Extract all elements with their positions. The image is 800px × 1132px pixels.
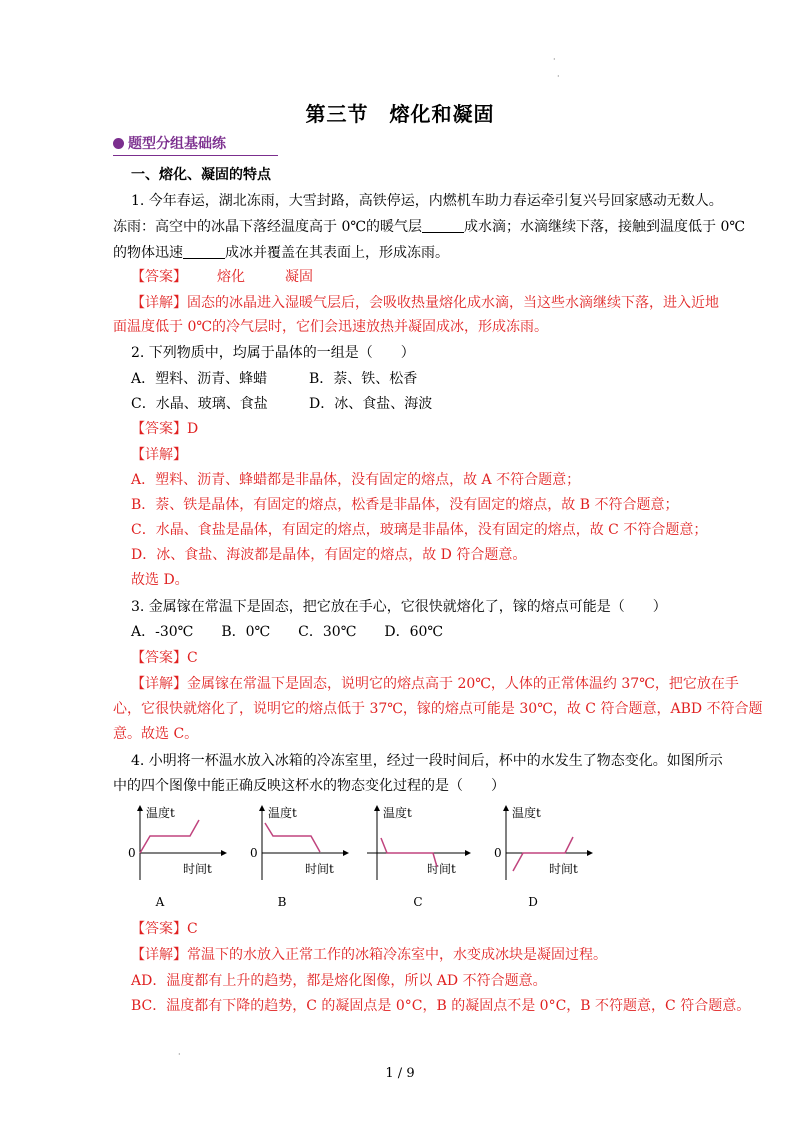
q1-answer: 【答案】 熔化 凝固 (131, 269, 313, 285)
q2-option-b: B．萘、铁、松香 (309, 371, 418, 387)
q2-stem: 2. 下列物质中，均属于晶体的一组是（ ） (131, 345, 415, 361)
svg-text:时间t: 时间t (183, 862, 212, 876)
q4-detail-line3: BC．温度都有下降的趋势，C 的凝固点是 0°C，B 的凝固点不是 0°C，B 不符题意，C 符合题意。 (131, 998, 751, 1014)
q2-option-d: D．冰、食盐、海波 (309, 396, 433, 412)
q2-option-c: C．水晶、玻璃、食盐 (131, 396, 268, 412)
q4-stem-line2: 中的四个图像中能正确反映这杯水的物态变化过程的是（ ） (113, 778, 505, 794)
graph-label-a: A (155, 895, 165, 909)
svg-text:0: 0 (250, 846, 258, 860)
graph-c (357, 805, 472, 885)
q3-options: A．-30℃ B．0℃ C．30℃ D．60℃ (131, 624, 444, 640)
svg-text:时间t: 时间t (549, 862, 578, 876)
q4-detail-line1: 【详解】常温下的水放入正常工作的冰箱冷冻室中，水变成冰块是凝固过程。 (131, 947, 607, 963)
section-heading: 一、熔化、凝固的特点 (131, 167, 271, 183)
graph-b (235, 805, 350, 885)
q2-detail-c: C．水晶、食盐是晶体，有固定的熔点，玻璃是非晶体，没有固定的熔点，故 C 不符合题意； (131, 522, 708, 538)
graph-label-c: C (413, 895, 423, 909)
q3-detail-line1: 【详解】金属镓在常温下是固态，说明它的熔点高于 20℃，人体的正常体温约 37℃，把它放在手 (131, 676, 739, 692)
graph-a (113, 805, 228, 885)
practice-banner (113, 135, 278, 156)
svg-text:温度t: 温度t (146, 806, 175, 820)
svg-text:时间t: 时间t (427, 862, 456, 876)
answer-blank-2[interactable] (183, 244, 225, 259)
svg-text:0: 0 (128, 846, 136, 860)
graph-label-d: D (528, 895, 538, 909)
graph-label-b: B (277, 895, 287, 909)
q2-detail-d: D．冰、食盐、海波都是晶体，有固定的熔点，故 D 符合题意。 (131, 547, 527, 563)
scan-mark: · (178, 1050, 181, 1059)
q2-conclusion: 故选 D。 (131, 572, 189, 588)
graph-d (479, 805, 594, 885)
svg-text:温度t: 温度t (268, 806, 297, 820)
q2-detail-a: A．塑料、沥青、蜂蜡都是非晶体，没有固定的熔点，故 A 不符合题意； (131, 472, 581, 488)
q2-detail-tag: 【详解】 (131, 447, 187, 463)
q3-stem: 3. 金属镓在常温下是固态，把它放在手心，它很快就熔化了，镓的熔点可能是（ ） (131, 599, 667, 615)
bullet-icon (113, 138, 124, 149)
graph-options (113, 805, 603, 909)
scan-mark: · (553, 55, 556, 64)
svg-text:时间t: 时间t (305, 862, 334, 876)
q1-detail-line2: 面温度低于 0℃的冷气层时，它们会迅速放热并凝固成冰，形成冻雨。 (113, 319, 549, 335)
page-number: 1 / 9 (385, 1066, 415, 1081)
q1-detail-line1: 【详解】固态的冰晶进入湿暖气层后，会吸收热量熔化成水滴，当这些水滴继续下落，进入近地 (131, 295, 719, 311)
q1-stem-line3: 的物体迅速 成冰并覆盖在其表面上，形成冻雨。 (113, 245, 449, 261)
q3-answer: 【答案】C (131, 650, 198, 666)
svg-text:0: 0 (494, 846, 502, 860)
q2-option-a: A．塑料、沥青、蜂蜡 (131, 371, 268, 387)
q3-detail-line3: 意。故选 C。 (113, 726, 199, 742)
svg-text:温度t: 温度t (512, 806, 541, 820)
q4-detail-line2: AD．温度都有上升的趋势，都是熔化图像，所以 AD 不符合题意。 (131, 973, 547, 989)
answer-blank-1[interactable] (422, 218, 464, 233)
page-title: 第三节 熔化和凝固 (305, 102, 495, 126)
q2-answer: 【答案】D (131, 421, 199, 437)
q4-answer: 【答案】C (131, 921, 198, 937)
q3-detail-line2: 心，它很快就熔化了，说明它的熔点低于 37℃，镓的熔点可能是 30℃，故 C 符合题意，ABD 不符合题 (113, 701, 763, 717)
scan-mark: · (557, 72, 560, 81)
q4-stem-line1: 4. 小明将一杯温水放入冰箱的冷冻室里，经过一段时间后，杯中的水发生了物态变化。如图所示 (131, 753, 723, 769)
svg-text:温度t: 温度t (383, 806, 412, 820)
banner-label: 题型分组基础练 (128, 136, 226, 152)
q1-stem-line1: 1. 今年春运，湖北冻雨，大雪封路，高铁停运，内燃机车助力春运牵引复兴号回家感动无数人。 (131, 193, 723, 209)
q2-detail-b: B．萘、铁是晶体，有固定的熔点，松香是非晶体，没有固定的熔点，故 B 不符合题意； (131, 497, 679, 513)
q1-stem-line2: 冻雨：高空中的冰晶下落经温度高于 0℃的暖气层 成水滴；水滴继续下落，接触到温度低于 0℃ (113, 219, 746, 235)
